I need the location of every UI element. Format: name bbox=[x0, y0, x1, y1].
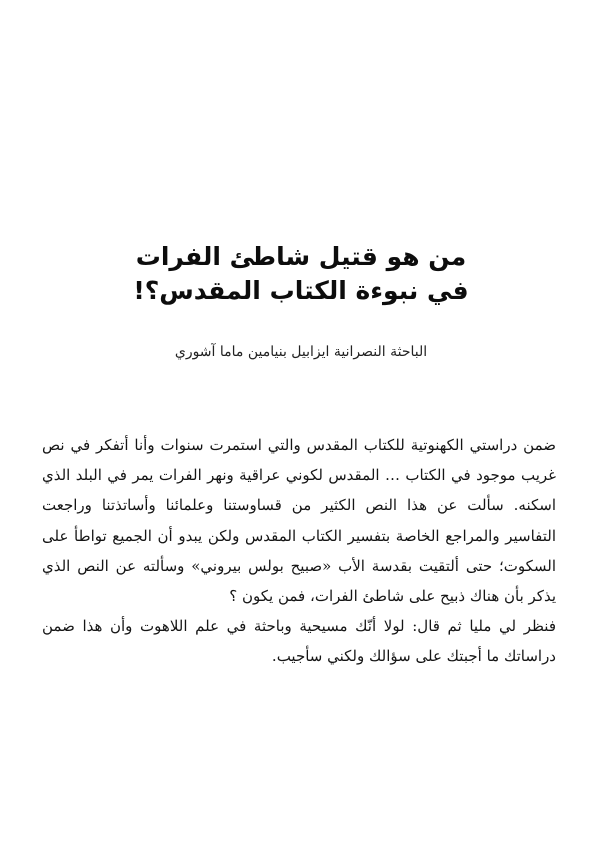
title-block bbox=[0, 240, 602, 308]
document-title-line-2: في نبوءة الكتاب المقدس؟! bbox=[133, 276, 469, 305]
document-title-line-1: من هو قتيل شاطئ الفرات bbox=[135, 242, 467, 271]
body-paragraph-2: فنظر لي مليا ثم قال: لولا أنّك مسيحية وباحثة في علم اللاهوت وأن هذا ضمن دراساتك ما أجبتك على سؤالك ولكني سأجيب. bbox=[42, 617, 556, 666]
body-text bbox=[42, 430, 556, 672]
body-paragraph-1: ضمن دراستي الكهنوتية للكتاب المقدس والتي استمرت سنوات وأنا أتفكر في نص غريب موجود في الكتاب … المقدس لكوني عراقية ونهر الفرات يمر في البلد الذي اسكنه. سألت عن هذا النص الكثير من قساوستنا وعلمائنا وأساتذتنا وراجعت التفاسير والمراجع الخاصة بتفسير الكتاب المقدس ولكن يبدو أن الجميع تواطأ على السكوت؛ حتى ألتقيت بقدسة الأب «صبيح بولس بيروني» وسألته عن النص الذي يذكر بأن هناك ذبيح على شاطئ الفرات، فمن يكون ؟ bbox=[42, 436, 556, 606]
author-name: الباحثة النصرانية ايزابيل بنيامين ماما آشوري bbox=[174, 344, 428, 360]
